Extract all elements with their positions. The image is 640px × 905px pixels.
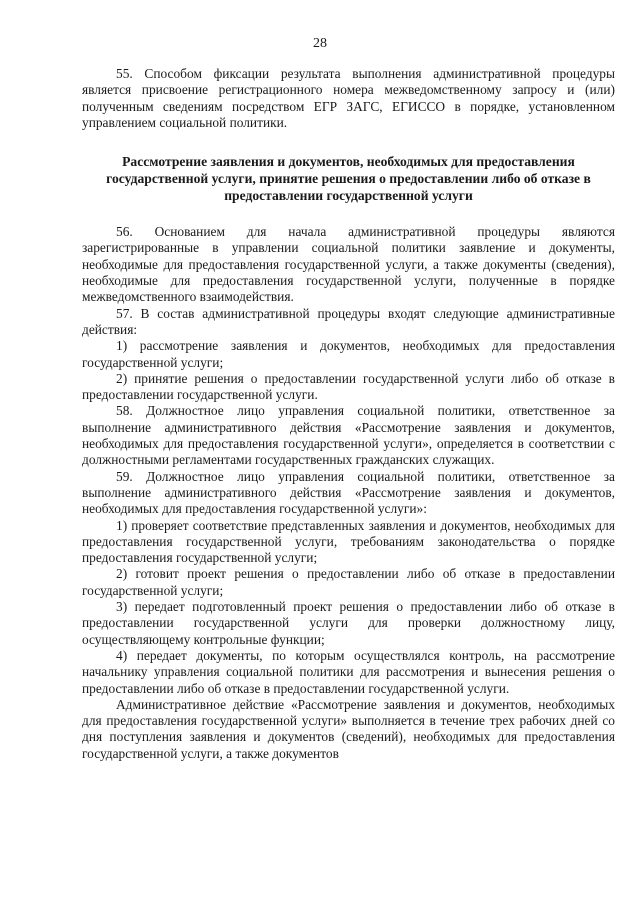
paragraph-58: 58. Должностное лицо управления социальной политики, ответственное за выполнение административного действия «Рассмотрение заявления и документов, необходимых для предоставления государственной услуги», определяется в соответствии с должностными регламентами государственных гражданских служащих. xyxy=(82,403,615,468)
paragraph-59: 59. Должностное лицо управления социальной политики, ответственное за выполнение административного действия «Рассмотрение заявления и документов, необходимых для предоставления государственной услуги»: xyxy=(82,468,615,517)
paragraph-57-item-2: 2) принятие решения о предоставлении государственной услуги либо об отказе в предоставлении государственной услуги. xyxy=(82,370,615,403)
paragraph-59-item-3: 3) передает подготовленный проект решения о предоставлении либо об отказе в предоставлении государственной услуги для проверки должностному лицу, осуществляющему контрольные функции; xyxy=(82,599,615,647)
paragraph-59-item-1: 1) проверяет соответствие представленных заявления и документов, необходимых для предоставления государственной услуги, требованиям законодательства о порядке предоставления государственной услуги; xyxy=(82,517,615,566)
paragraph-56: 56. Основанием для начала административной процедуры являются зарегистрированные в управлении социальной политики заявление и документы, необходимые для предоставления государственной услуги, а также документы (сведения), необходимые для предоставления государственной услуги, полученные в порядке межведомственного взаимодействия. xyxy=(82,224,615,305)
paragraph-59-item-2: 2) готовит проект решения о предоставлении либо об отказе в предоставлении государственной услуги; xyxy=(82,566,615,598)
paragraph-57-item-1: 1) рассмотрение заявления и документов, необходимых для предоставления государственной услуги; xyxy=(82,338,615,370)
section-heading: Рассмотрение заявления и документов, необходимых для предоставления государственной услуги, принятие решения о предоставлении либо об отказе в предоставлении государственной услуги xyxy=(106,154,591,204)
paragraph-59-item-4: 4) передает документы, по которым осуществлялся контроль, на рассмотрение начальнику управления социальной политики для рассмотрения и вынесения решения о предоставлении либо об отказе в предоставлении государственной услуги. xyxy=(82,647,615,696)
paragraph-57: 57. В состав административной процедуры входят следующие административные действия: xyxy=(82,305,615,337)
paragraph-55: 55. Способом фиксации результата выполнения административной процедуры является присвоение регистрационного номера межведомственному запросу и (или) полученным сведениям посредством ЕГР ЗАГС, ЕГИССО в порядке, установленном управлением социальной политики. xyxy=(82,66,615,130)
page-number: 28 xyxy=(313,36,327,51)
document-body xyxy=(82,66,615,762)
paragraph-final: Административное действие «Рассмотрение заявления и документов, необходимых для предоставления государственной услуги» выполняется в течение трех рабочих дней со дня поступления заявления и документов (сведений), необходимых для предоставления государственной услуги, а также документов xyxy=(82,696,615,761)
